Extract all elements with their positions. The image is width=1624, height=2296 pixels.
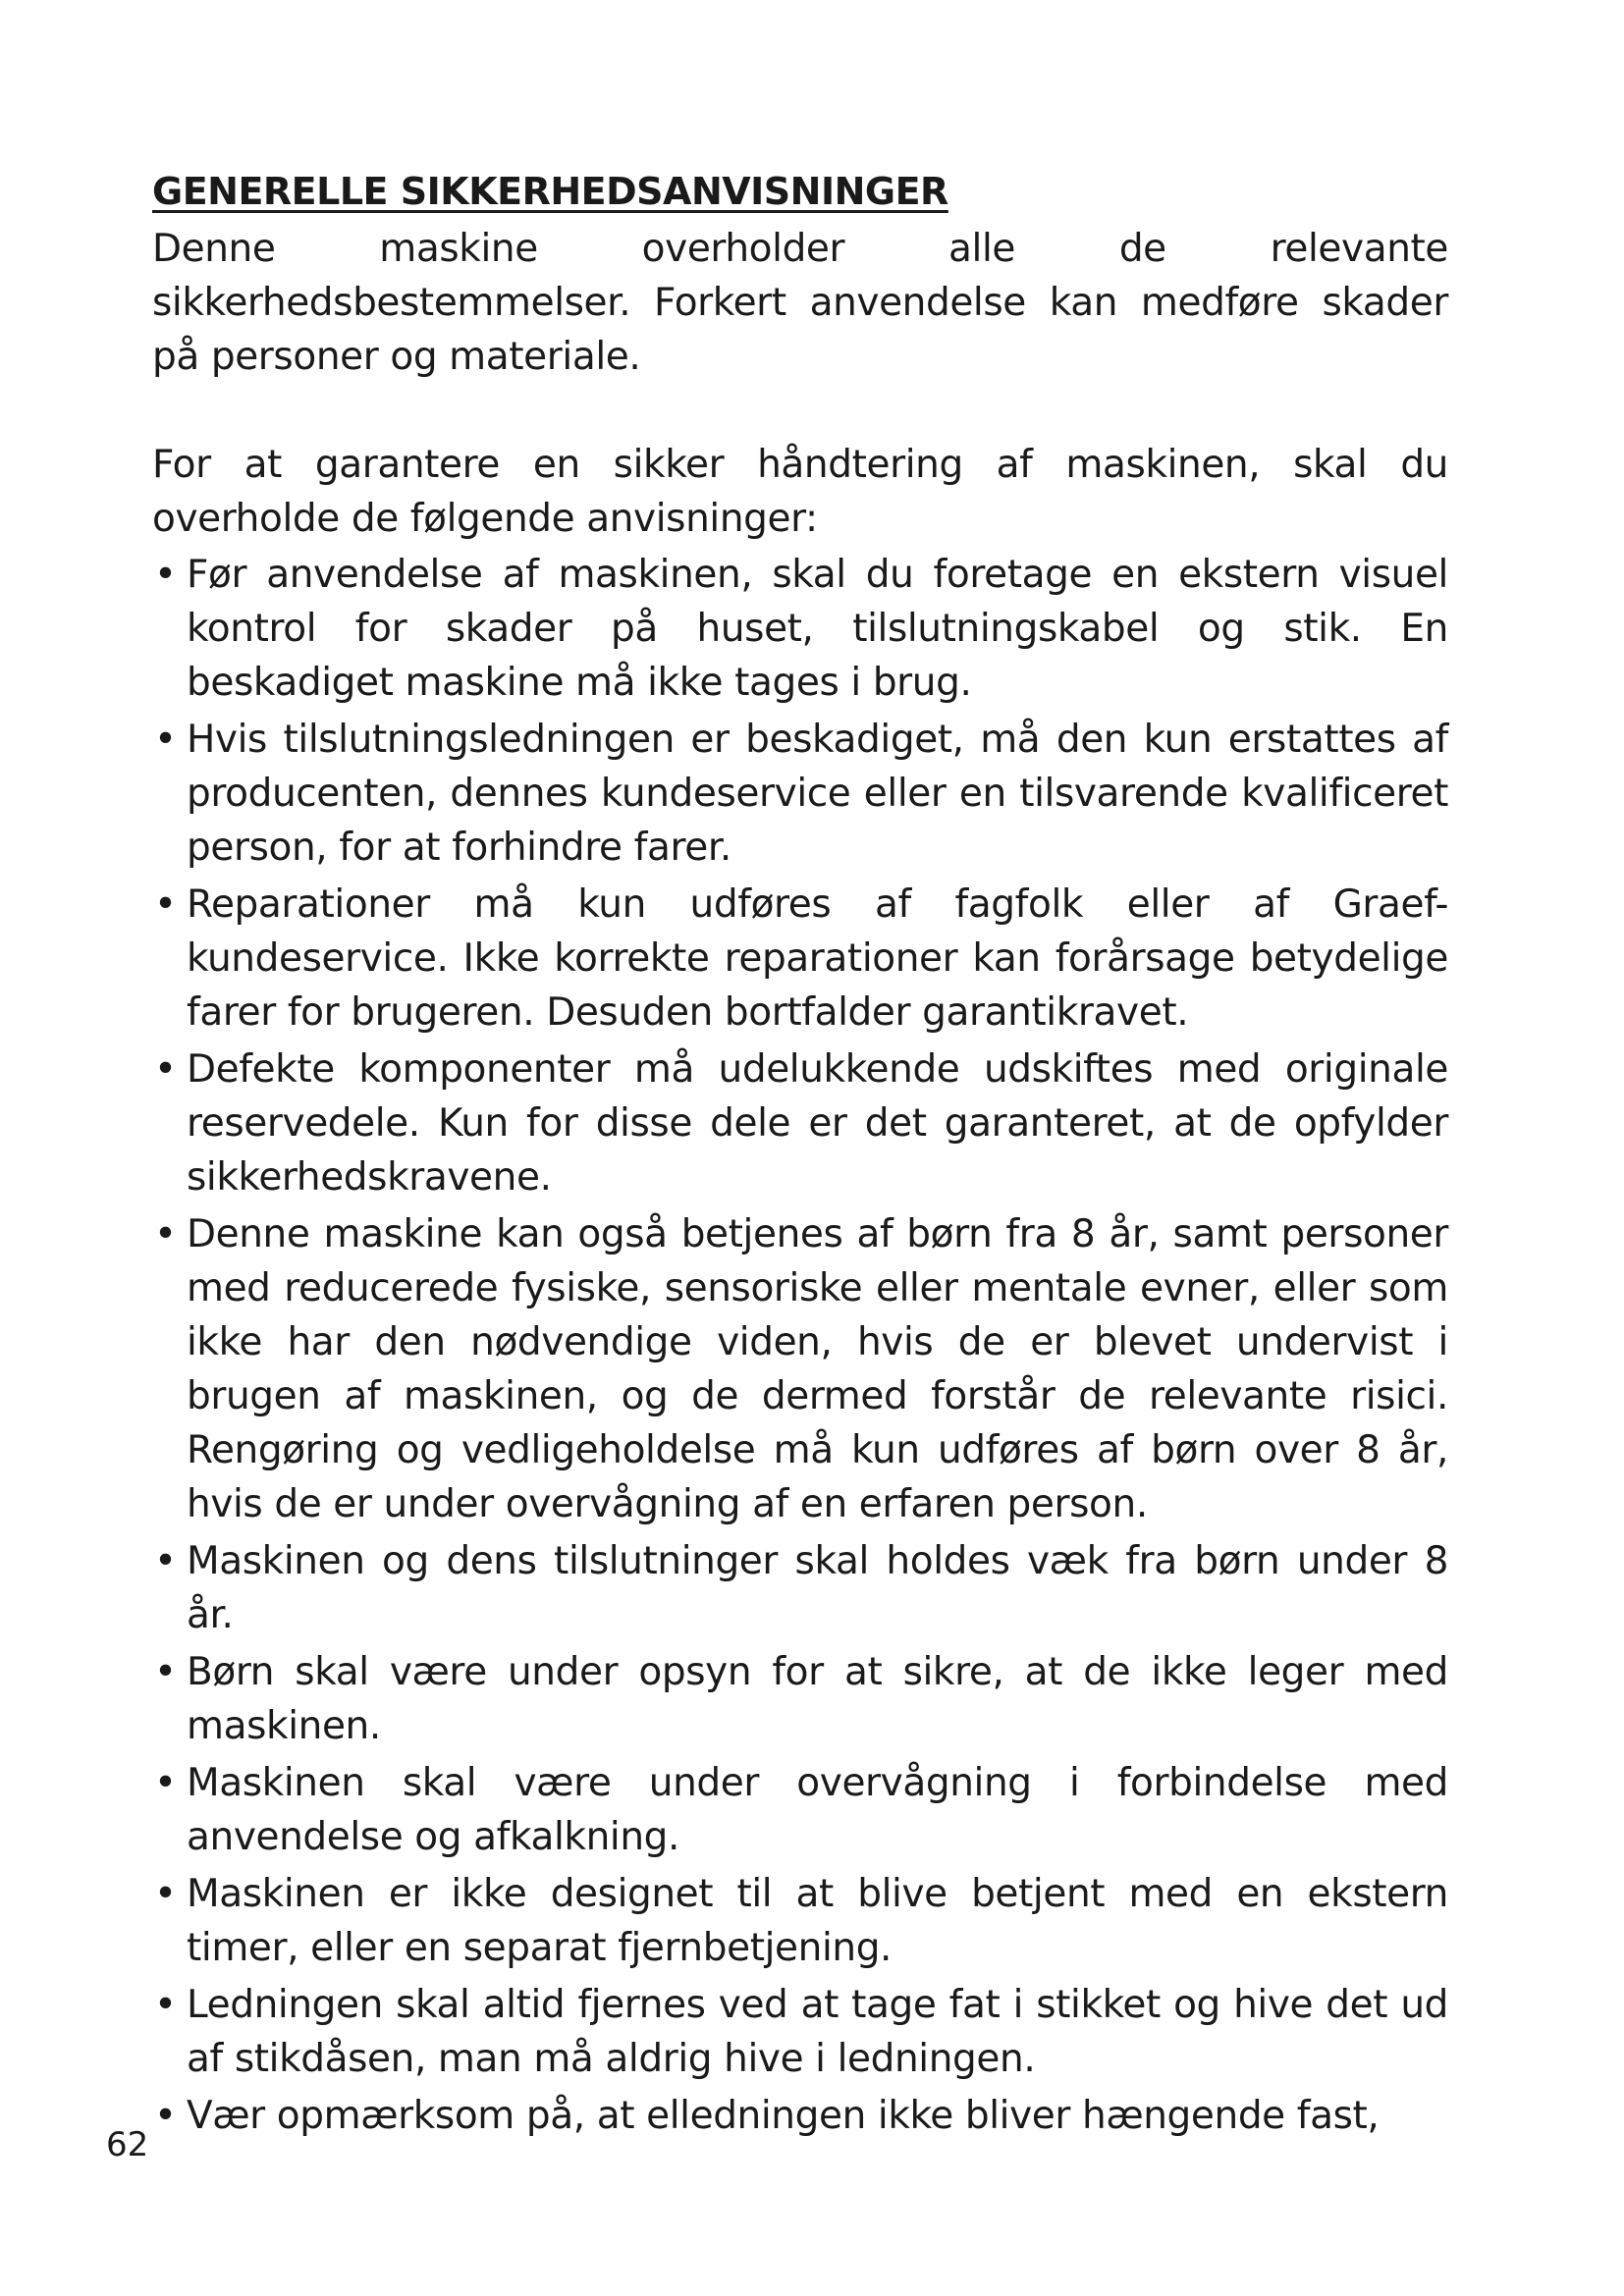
bullet-icon: • [154,1872,177,1916]
list-item-text: Defekte komponenter må udelukkende udskiftes med originale reservedele. Kun for disse dele er det garanteret, at de opfylder sikkerhedskravene. [187,1047,1448,1200]
bullet-icon: • [154,1539,177,1583]
list-item [152,1207,1448,1531]
section-heading: GENERELLE SIKKERHEDSANVISNINGER [152,170,948,213]
bullet-icon: • [154,718,177,762]
list-item-text: Reparationer må kun udføres af fagfolk eller af Graef-kundeservice. Ikke korrekte reparationer kan forårsage betydelige farer for brugeren. Desuden bortfalder garantikravet. [187,882,1448,1035]
list-item [152,1978,1448,2086]
list-item [152,548,1448,710]
page-number: 62 [106,2125,149,2164]
list-item-text: Ledningen skal altid fjernes ved at tage fat i stikket og hive det ud af stikdåsen, man må aldrig hive i ledningen. [187,1983,1448,2081]
list-item-text: Vær opmærksom på, at elledningen ikke bliver hængende fast, [187,2094,1380,2138]
list-item [152,713,1448,875]
bullet-icon: • [154,1983,177,2027]
list-item-text: Hvis tilslutningsledningen er beskadiget, må den kun erstattes af producenten, dennes kundeservice eller en tilsvarende kvalificeret person, for at forhindre farer. [187,718,1448,870]
list-item-text: Børn skal være under opsyn for at sikre, at de ikke leger med maskinen. [187,1650,1448,1748]
list-item [152,2089,1448,2143]
bullet-icon: • [154,882,177,927]
list-item-text: Maskinen og dens tilslutninger skal holdes væk fra børn under 8 år. [187,1539,1448,1637]
list-item [152,1867,1448,1975]
list-item-text: Denne maskine kan også betjenes af børn fra 8 år, samt personer med reducerede fysiske, sensoriske eller mentale evner, eller som ikke har den nødvendige viden, hvis de er blevet undervist i brugen af maskinen, og de dermed forstår de relevante risici. Rengøring og vedligeholdelse må kun udføres af børn over 8 år, hvis de er under overvågning af en erfaren person. [187,1212,1448,1526]
lead-paragraph: For at garantere en sikker håndtering af maskinen, skal du overholde de følgende anvisninger: [152,443,1448,541]
list-item [152,1645,1448,1753]
intro-paragraph: Denne maskine overholder alle de relevante sikkerhedsbestemmelser. Forkert anvendelse kan medføre skader på personer og materiale. [152,227,1448,379]
list-item-text: Før anvendelse af maskinen, skal du foretage en ekstern visuel kontrol for skader på huset, tilslutningskabel og stik. En beskadiget maskine må ikke tages i brug. [187,553,1448,705]
bullet-icon: • [154,1761,177,1805]
bullet-icon: • [154,1212,177,1256]
list-item [152,1042,1448,1204]
bullet-icon: • [154,1650,177,1694]
list-item [152,1534,1448,1642]
list-item [152,1756,1448,1864]
safety-rules-list [152,548,1448,2143]
bullet-icon: • [154,1047,177,1092]
document-page [152,167,1448,2146]
list-item-text: Maskinen skal være under overvågning i forbindelse med anvendelse og afkalkning. [187,1761,1448,1859]
list-item [152,878,1448,1040]
list-item-text: Maskinen er ikke designet til at blive betjent med en ekstern timer, eller en separat fjernbetjening. [187,1872,1448,1970]
bullet-icon: • [154,553,177,597]
bullet-icon: • [154,2094,177,2138]
